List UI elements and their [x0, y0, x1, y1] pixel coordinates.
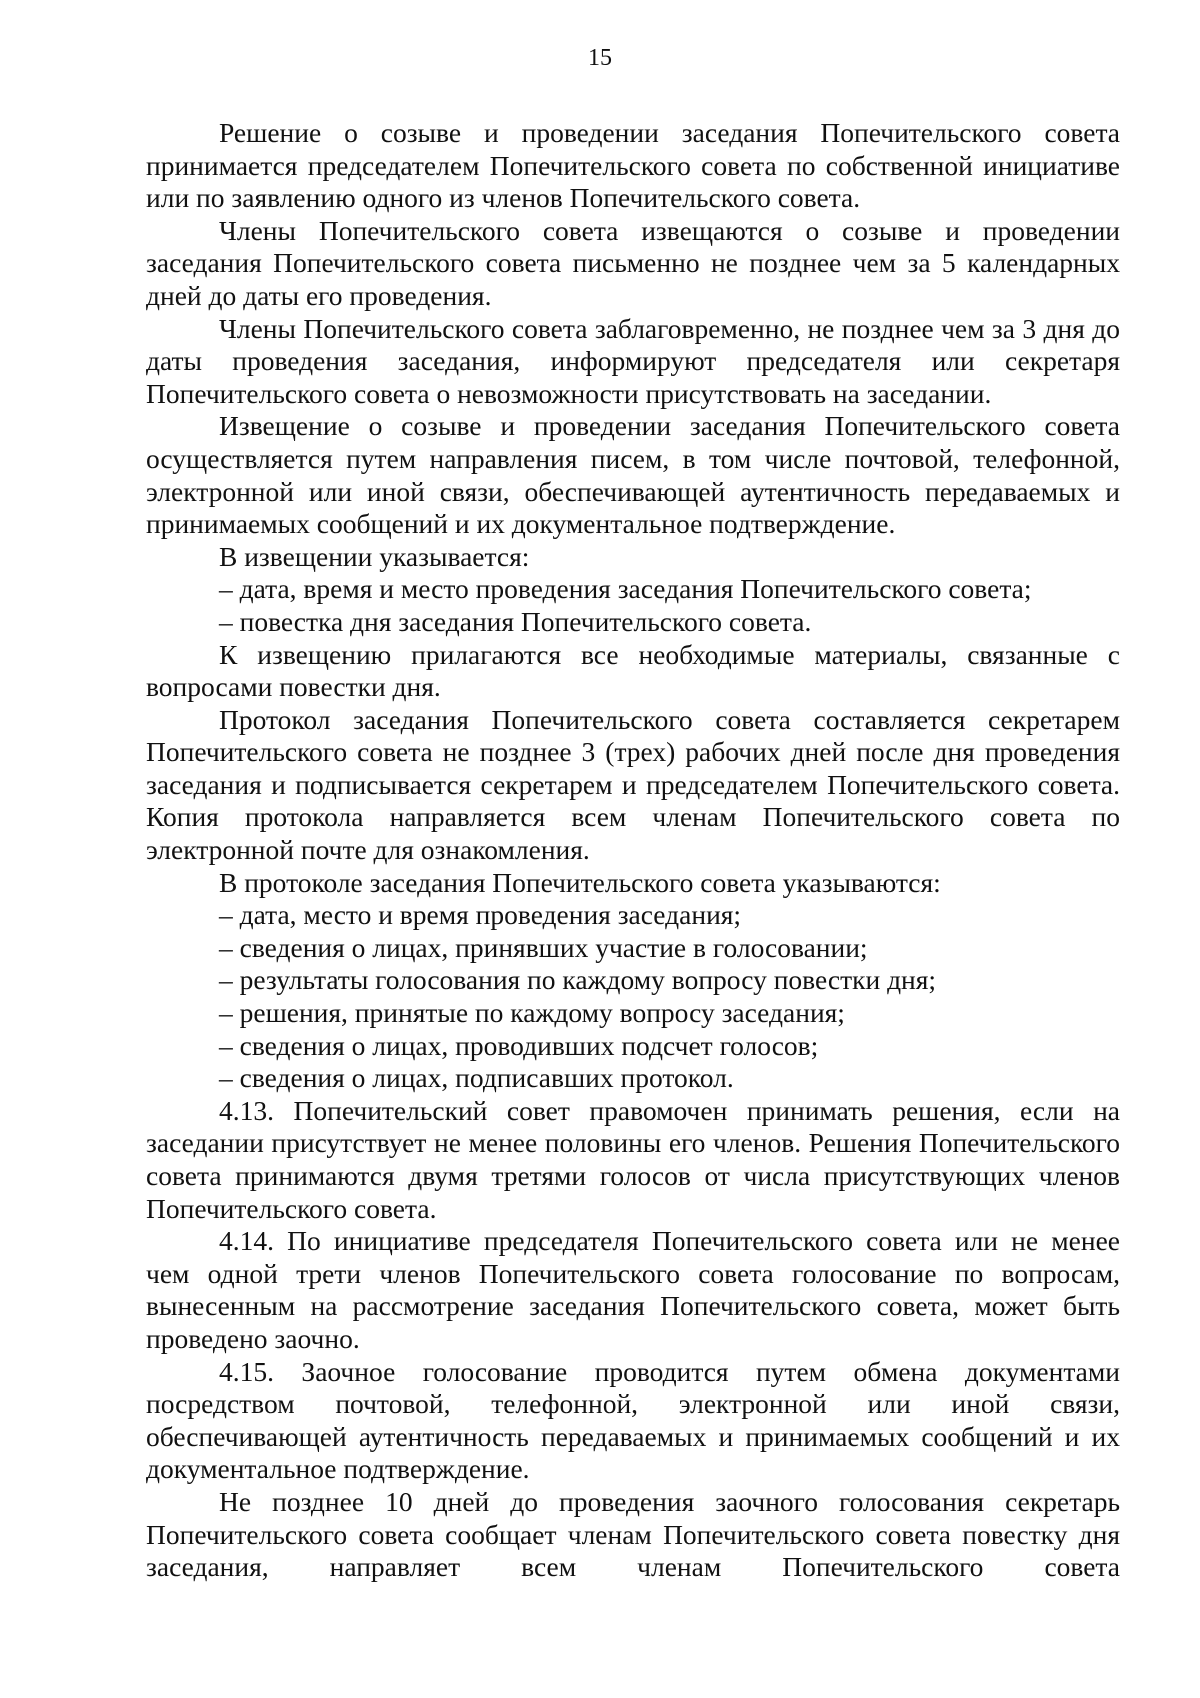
list-item: – сведения о лицах, принявших участие в голосовании;: [219, 931, 868, 963]
section-4-14: 4.14. По инициативе председателя Попечительского совета или не менее чем одной трети членов Попечительского совета голосование по вопросам, вынесенным на рассмотрение заседания Попечительского совета, может быть проведено заочно.: [146, 1225, 1120, 1354]
list-item: – сведения о лицах, подписавших протокол.: [219, 1062, 734, 1094]
paragraph: В извещении указывается:: [219, 540, 530, 572]
list-item: – сведения о лицах, проводивших подсчет голосов;: [219, 1029, 819, 1061]
list-item: – результаты голосования по каждому вопросу повестки дня;: [219, 964, 937, 996]
paragraph: Члены Попечительского совета заблаговременно, не позднее чем за 3 дня до даты проведения заседания, информируют председателя или секретаря Попечительского совета о невозможности присутствовать на заседании.: [146, 312, 1120, 409]
section-4-15: 4.15. Заочное голосование проводится путем обмена документами посредством почтовой, телефонной, электронной или иной связи, обеспечивающей аутентичность передаваемых и принимаемых сообщений и их документальное подтверждение.: [146, 1355, 1120, 1485]
paragraph: Члены Попечительского совета извещаются о созыве и проведении заседания Попечительского совета письменно не позднее чем за 5 календарных дней до даты его проведения.: [146, 214, 1120, 311]
list-item: – решения, принятые по каждому вопросу заседания;: [219, 997, 845, 1029]
paragraph: В протоколе заседания Попечительского совета указываются:: [219, 866, 941, 898]
document-body: [146, 117, 1120, 1584]
page-number: 15: [588, 45, 612, 71]
list-item: – повестка дня заседания Попечительского совета.: [219, 605, 812, 637]
section-4-13: 4.13. Попечительский совет правомочен принимать решения, если на заседании присутствует не менее половины его членов. Решения Попечительского совета принимаются двумя третями голосов от числа присутствующих членов Попечительского совета.: [146, 1094, 1120, 1224]
paragraph: Протокол заседания Попечительского совета составляется секретарем Попечительского совета не позднее 3 (трех) рабочих дней после дня проведения заседания и подписывается секретарем и председателем Попечительского совета. Копия протокола направляется всем членам Попечительского совета по электронной почте для ознакомления.: [146, 703, 1120, 866]
paragraph: Не позднее 10 дней до проведения заочного голосования секретарь Попечительского совета сообщает членам Попечительского совета повестку дня заседания, направляет всем членам Попечительского совета: [146, 1485, 1120, 1583]
list-item: – дата, время и место проведения заседания Попечительского совета;: [219, 573, 1032, 605]
paragraph: Извещение о созыве и проведении заседания Попечительского совета осуществляется путем направления писем, в том числе почтовой, телефонной, электронной или иной связи, обеспечивающей аутентичность передаваемых и принимаемых сообщений и их документальное подтверждение.: [146, 410, 1120, 540]
paragraph: К извещению прилагаются все необходимые материалы, связанные с вопросами повестки дня.: [146, 638, 1120, 703]
paragraph: Решение о созыве и проведении заседания Попечительского совета принимается председателем Попечительского совета по собственной инициативе или по заявлению одного из членов Попечительского совета.: [146, 117, 1120, 214]
list-item: – дата, место и время проведения заседания;: [219, 899, 742, 931]
